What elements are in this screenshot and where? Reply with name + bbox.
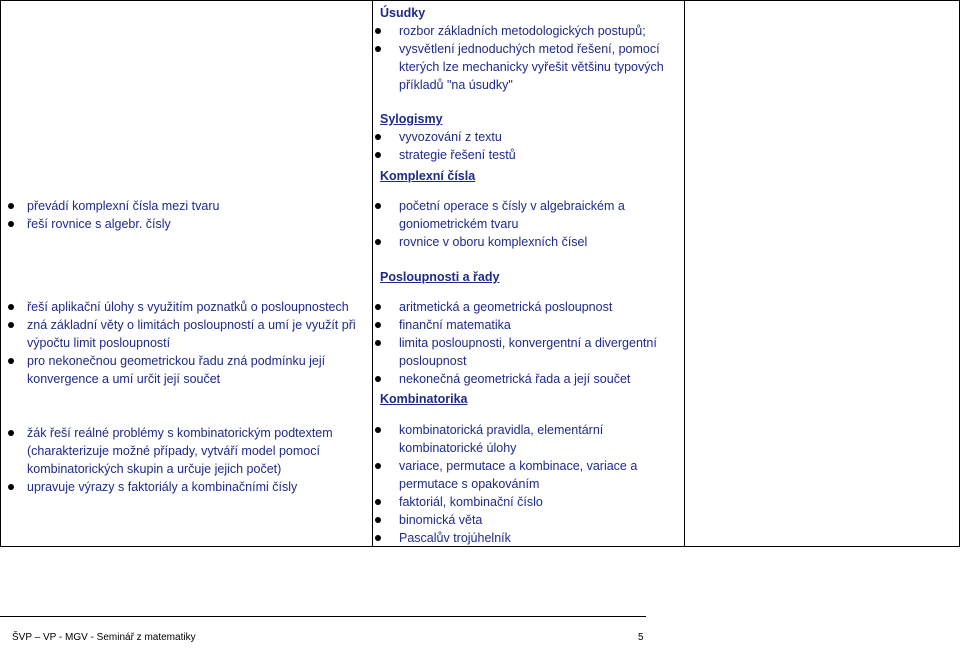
topics-komplexni-list bbox=[375, 197, 635, 251]
section-heading-komplexni: Komplexní čísla bbox=[380, 169, 476, 183]
list-item: rovnice v oboru komplexních čísel bbox=[375, 233, 635, 251]
list-item: variace, permutace a kombinace, variace a permutace s opakováním bbox=[375, 457, 675, 493]
list-item: řeší rovnice s algebr. čísly bbox=[1, 215, 361, 233]
topics-usudky-list bbox=[375, 22, 675, 94]
list-item: vysvětlení jednoduchých metod řešení, pomocí kterých lze mechanicky vyřešit většinu typových příkladů "na úsudky" bbox=[375, 40, 675, 94]
list-item: početní operace s čísly v algebraickém a goniometrickém tvaru bbox=[375, 197, 635, 233]
list-item: aritmetická a geometrická posloupnost bbox=[375, 298, 675, 316]
outcomes-sequences-list bbox=[1, 298, 361, 388]
footer-text: ŠVP – VP - MGV - Seminář z matematiky bbox=[12, 632, 196, 643]
list-item: limita posloupnosti, konvergentní a divergentní posloupnost bbox=[375, 334, 675, 370]
outcomes-column bbox=[1, 1, 373, 547]
page-footer bbox=[0, 616, 646, 643]
section-heading-sylogismy: Sylogismy bbox=[380, 112, 443, 126]
list-item: pro nekonečnou geometrickou řadu zná podmínku její konvergence a umí určit její součet bbox=[1, 352, 361, 388]
list-item: zná základní věty o limitách posloupností a umí je využít při výpočtu limit posloupností bbox=[1, 316, 361, 352]
topics-posloupnosti-list bbox=[375, 298, 675, 388]
notes-column bbox=[685, 1, 960, 547]
section-heading-kombinatorika: Kombinatorika bbox=[380, 392, 468, 406]
topics-sylogismy-list bbox=[375, 128, 675, 164]
outcomes-complex-list bbox=[1, 197, 361, 233]
page-number: 5 bbox=[638, 632, 644, 643]
list-item: faktoriál, kombinační číslo bbox=[375, 493, 675, 511]
list-item: rozbor základních metodologických postupů; bbox=[375, 22, 675, 40]
list-item: binomická věta bbox=[375, 511, 675, 529]
topics-kombinatorika-list bbox=[375, 421, 675, 547]
list-item: řeší aplikační úlohy s využitím poznatků o posloupnostech bbox=[1, 298, 361, 316]
topics-column bbox=[373, 1, 685, 547]
list-item: upravuje výrazy s faktoriály a kombinačními čísly bbox=[1, 478, 346, 496]
list-item: nekonečná geometrická řada a její součet bbox=[375, 370, 675, 388]
list-item: strategie řešení testů bbox=[375, 146, 675, 164]
outcomes-combinatorics-list bbox=[1, 424, 346, 496]
section-heading-posloupnosti: Posloupnosti a řady bbox=[380, 270, 500, 284]
list-item: vyvozování z textu bbox=[375, 128, 675, 146]
list-item: finanční matematika bbox=[375, 316, 675, 334]
list-item: kombinatorická pravidla, elementární kombinatorické úlohy bbox=[375, 421, 675, 457]
section-heading-usudky: Úsudky bbox=[380, 6, 426, 20]
list-item: Pascalův trojúhelník bbox=[375, 529, 675, 547]
list-item: žák řeší reálné problémy s kombinatorickým podtextem (charakterizuje možné případy, vytváří model pomocí kombinatorických skupin a určuje jejich počet) bbox=[1, 424, 346, 478]
list-item: převádí komplexní čísla mezi tvaru bbox=[1, 197, 361, 215]
